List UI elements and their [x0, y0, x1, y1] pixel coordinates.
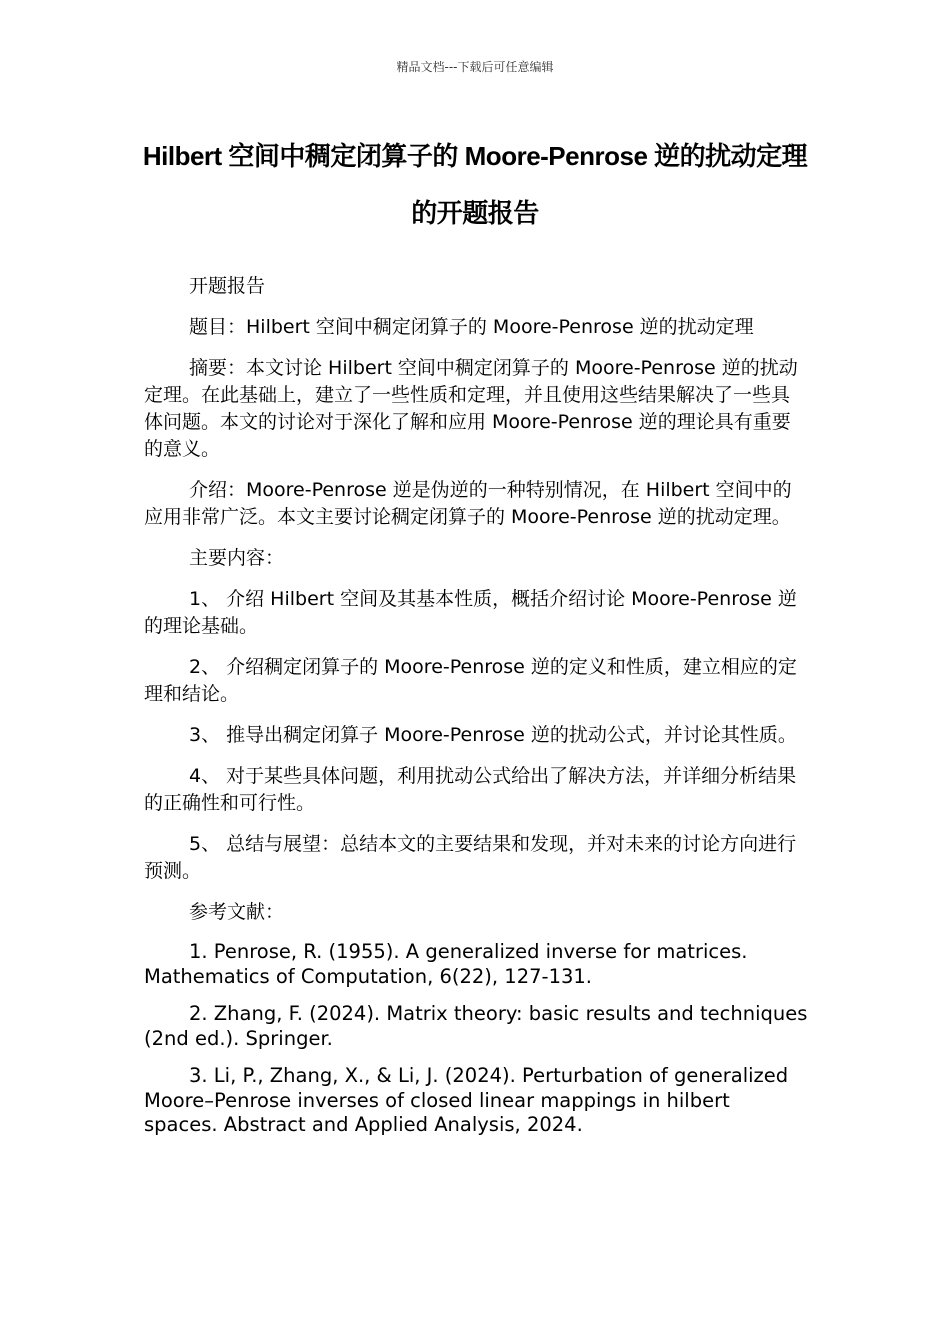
reference-list	[144, 940, 808, 1138]
reference-item-3: 3. Li, P., Zhang, X., & Li, J. (2024). Perturbation of generalized Moore–Penrose inverses of closed linear mappings in hilbert spaces. Abstract and Applied Analysis, 2024.	[144, 1064, 789, 1136]
content-item-3: 3、 推导出稠定闭算子 Moore-Penrose 逆的扰动公式，并讨论其性质。	[189, 724, 797, 746]
reference-item-2: 2. Zhang, F. (2024). Matrix theory: basic results and techniques (2nd ed.). Springer.	[144, 1002, 808, 1050]
content-item-4: 4、 对于某些具体问题，利用扰动公式给出了解决方法，并详细分析结果的正确性和可行性。	[144, 765, 797, 814]
content-item-1: 1、 介绍 Hilbert 空间及其基本性质，概括介绍讨论 Moore-Penrose 逆的理论基础。	[144, 588, 797, 637]
references-heading: 参考文献：	[189, 901, 285, 923]
section-heading-report: 开题报告	[189, 275, 266, 297]
document-body	[144, 273, 808, 1151]
abstract-paragraph: 摘要：本文讨论 Hilbert 空间中稠定闭算子的 Moore-Penrose 逆的扰动定理。在此基础上，建立了一些性质和定理，并且使用这些结果解决了一些具体问题。本文的讨论对于深化了解和应用 Moore-Penrose 逆的理论具有重要的意义。	[144, 357, 798, 460]
content-item-5: 5、 总结与展望：总结本文的主要结果和发现，并对未来的讨论方向进行预测。	[144, 833, 797, 882]
document-title: Hilbert 空间中稠定闭算子的 Moore-Penrose 逆的扰动定理的开题报告	[142, 141, 808, 228]
topic-line: 题目：Hilbert 空间中稠定闭算子的 Moore-Penrose 逆的扰动定理	[189, 316, 754, 338]
content-item-2: 2、 介绍稠定闭算子的 Moore-Penrose 逆的定义和性质，建立相应的定理和结论。	[144, 656, 797, 705]
introduction-paragraph: 介绍：Moore-Penrose 逆是伪逆的一种特别情况，在 Hilbert 空间中的应用非常广泛。本文主要讨论稠定闭算子的 Moore-Penrose 逆的扰动定理。	[144, 479, 792, 528]
reference-item-1: 1. Penrose, R. (1955). A generalized inverse for matrices. Mathematics of Computation, 6(22), 127-131.	[144, 940, 748, 988]
page-header-note: 精品文档---下载后可任意编辑	[396, 60, 554, 74]
main-content-heading: 主要内容：	[189, 547, 285, 569]
